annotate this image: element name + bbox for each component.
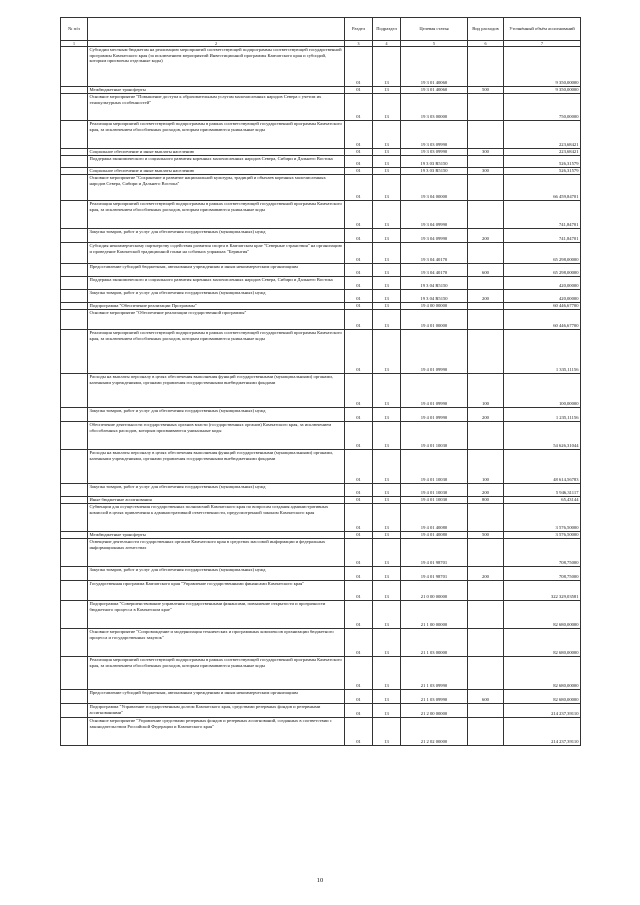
row-vid bbox=[468, 94, 504, 121]
table-row bbox=[61, 290, 581, 303]
row-razdel: 01 bbox=[345, 229, 373, 243]
table-row bbox=[61, 149, 581, 156]
row-vid: 100 bbox=[468, 450, 504, 484]
row-razdel: 01 bbox=[345, 175, 373, 201]
row-num bbox=[61, 201, 88, 229]
row-amount: 100,00000 bbox=[504, 374, 581, 408]
table-body bbox=[61, 47, 581, 746]
row-num bbox=[61, 121, 88, 149]
table-row bbox=[61, 121, 581, 149]
row-num bbox=[61, 277, 88, 290]
header-razdel: Раздел bbox=[345, 18, 373, 41]
table-header-row bbox=[61, 18, 581, 41]
row-podrazdel: 13 bbox=[373, 310, 401, 330]
row-target: 19 4 00 00000 bbox=[401, 303, 468, 310]
row-vid: 200 bbox=[468, 484, 504, 497]
row-num bbox=[61, 229, 88, 243]
table-row bbox=[61, 310, 581, 330]
row-target: 21 2 02 00000 bbox=[401, 718, 468, 746]
row-num bbox=[61, 243, 88, 264]
row-name: Закупка товаров, работ и услуг для обеспечения государственных (муниципальных) нужд bbox=[88, 408, 345, 422]
row-vid bbox=[468, 504, 504, 532]
row-amount: 1 235,11156 bbox=[504, 408, 581, 422]
row-name: Реализация мероприятий соответствующей подпрограммы в рамках соответствующей государственной программы Камчатского края, за исключением обособленных расходов, которым присваиваются уникальные коды bbox=[88, 657, 345, 690]
row-razdel: 01 bbox=[345, 290, 373, 303]
row-podrazdel: 13 bbox=[373, 87, 401, 94]
row-num bbox=[61, 374, 88, 408]
row-podrazdel: 13 bbox=[373, 484, 401, 497]
row-num bbox=[61, 87, 88, 94]
row-amount: 5 946,31117 bbox=[504, 484, 581, 497]
row-podrazdel: 13 bbox=[373, 422, 401, 450]
table-row bbox=[61, 657, 581, 690]
row-target: 19 3 04 R5150 bbox=[401, 290, 468, 303]
row-razdel: 01 bbox=[345, 657, 373, 690]
row-name: Закупка товаров, работ и услуг для обеспечения государственных (муниципальных) нужд bbox=[88, 484, 345, 497]
row-amount: 708,75000 bbox=[504, 539, 581, 567]
row-vid bbox=[468, 601, 504, 629]
row-target: 19 3 03 09990 bbox=[401, 149, 468, 156]
row-name: Государственная программа Камчатского края "Управление государственными финансами Камчатского края" bbox=[88, 581, 345, 601]
row-amount: 420,00000 bbox=[504, 277, 581, 290]
row-vid bbox=[468, 303, 504, 310]
row-vid bbox=[468, 718, 504, 746]
row-amount: 66 459,84701 bbox=[504, 175, 581, 201]
row-target: 19 3 04 09990 bbox=[401, 229, 468, 243]
row-podrazdel: 13 bbox=[373, 229, 401, 243]
row-amount: 708,75000 bbox=[504, 567, 581, 581]
row-podrazdel: 13 bbox=[373, 504, 401, 532]
row-amount: 65,43144 bbox=[504, 497, 581, 504]
row-amount: 526,31579 bbox=[504, 168, 581, 175]
row-name: Межбюджетные трансферты bbox=[88, 532, 345, 539]
row-target: 19 4 01 09990 bbox=[401, 408, 468, 422]
row-vid bbox=[468, 581, 504, 601]
row-num bbox=[61, 303, 88, 310]
row-target: 19 3 04 40170 bbox=[401, 243, 468, 264]
row-target: 19 3 01 40060 bbox=[401, 47, 468, 87]
row-razdel: 01 bbox=[345, 581, 373, 601]
row-podrazdel: 13 bbox=[373, 121, 401, 149]
row-target: 19 3 04 R5150 bbox=[401, 277, 468, 290]
row-razdel: 01 bbox=[345, 264, 373, 277]
row-podrazdel: 13 bbox=[373, 690, 401, 704]
row-target: 19 3 04 40170 bbox=[401, 264, 468, 277]
row-razdel: 01 bbox=[345, 330, 373, 374]
row-name: Основное мероприятие "Сохранение и развитие национальной культуры, традиций и обычаев коренных малочисленных народов Севера, Сибири и Дальнего Востока" bbox=[88, 175, 345, 201]
row-target: 19 3 04 09990 bbox=[401, 201, 468, 229]
row-target: 21 2 00 00000 bbox=[401, 704, 468, 718]
row-amount: 322 329,03581 bbox=[504, 581, 581, 601]
table-row bbox=[61, 408, 581, 422]
row-num bbox=[61, 581, 88, 601]
row-name: Предоставление субсидий бюджетным, автономным учреждениям и иным некоммерческим организациям bbox=[88, 690, 345, 704]
table-row bbox=[61, 243, 581, 264]
budget-table-page bbox=[60, 17, 580, 746]
row-amount: 214 237,39110 bbox=[504, 718, 581, 746]
row-name: Субсидия некоммерческому партнерству содействия развития спорта в Камчатском крае "Северные странствия" на организацию и проведение Камчатской традиционной гонки на собачьих упряжках "Берингия" bbox=[88, 243, 345, 264]
row-num bbox=[61, 156, 88, 168]
row-amount: 3 576,50000 bbox=[504, 504, 581, 532]
row-num bbox=[61, 310, 88, 330]
row-podrazdel: 13 bbox=[373, 450, 401, 484]
row-amount: 54 626,31044 bbox=[504, 422, 581, 450]
row-podrazdel: 13 bbox=[373, 567, 401, 581]
page-number: 10 bbox=[316, 877, 324, 884]
row-target: 19 4 01 10030 bbox=[401, 497, 468, 504]
table-row bbox=[61, 484, 581, 497]
row-target: 19 4 01 40080 bbox=[401, 532, 468, 539]
table-row bbox=[61, 303, 581, 310]
table-row bbox=[61, 94, 581, 121]
column-index: 7 bbox=[504, 41, 581, 47]
row-podrazdel: 13 bbox=[373, 601, 401, 629]
row-name: Реализация мероприятий соответствующей подпрограммы в рамках соответствующей государственной программы Камчатского края, за исключением обособленных расходов, которым присваиваются уникальные коды bbox=[88, 330, 345, 374]
table-row bbox=[61, 718, 581, 746]
row-vid: 300 bbox=[468, 168, 504, 175]
table-row bbox=[61, 581, 581, 601]
row-amount: 214 237,39110 bbox=[504, 704, 581, 718]
row-amount: 82 680,00000 bbox=[504, 690, 581, 704]
row-amount: 60 446,67700 bbox=[504, 310, 581, 330]
row-name: Субсидии местным бюджетам на реализацию мероприятий соответствующей подпрограммы соответствующей государственной программы Камчатского края (за исключением мероприятий Инвестиционной программы Камчатского края и субсидий, которым присвоены отдельные коды) bbox=[88, 47, 345, 87]
row-vid bbox=[468, 330, 504, 374]
table-row bbox=[61, 277, 581, 290]
row-num bbox=[61, 330, 88, 374]
row-name: Иные бюджетные ассигнования bbox=[88, 497, 345, 504]
row-num bbox=[61, 704, 88, 718]
row-amount: 48 614,56783 bbox=[504, 450, 581, 484]
column-index: 2 bbox=[88, 41, 345, 47]
row-name: Подпрограмма "Совершенствование управления государственными финансами, повышение открытости и прозрачности бюджетного процесса в Камчатском крае" bbox=[88, 601, 345, 629]
row-amount: 741,84701 bbox=[504, 229, 581, 243]
row-razdel: 01 bbox=[345, 168, 373, 175]
row-amount: 223,68421 bbox=[504, 149, 581, 156]
row-num bbox=[61, 629, 88, 657]
row-name: Социальное обеспечение и иные выплаты населению bbox=[88, 149, 345, 156]
row-razdel: 01 bbox=[345, 504, 373, 532]
row-num bbox=[61, 567, 88, 581]
row-name: Реализация мероприятий соответствующей подпрограммы в рамках соответствующей государственной программы Камчатского края, за исключением обособленных расходов, которым присваиваются уникальные коды bbox=[88, 121, 345, 149]
row-num bbox=[61, 504, 88, 532]
row-num bbox=[61, 422, 88, 450]
row-num bbox=[61, 532, 88, 539]
row-razdel: 01 bbox=[345, 87, 373, 94]
budget-table bbox=[60, 17, 581, 746]
row-target: 19 3 01 40060 bbox=[401, 87, 468, 94]
row-podrazdel: 13 bbox=[373, 94, 401, 121]
row-razdel: 01 bbox=[345, 718, 373, 746]
row-name: Предоставление субсидий бюджетным, автономным учреждениям и иным некоммерческим организациям bbox=[88, 264, 345, 277]
row-target: 19 4 01 10030 bbox=[401, 450, 468, 484]
row-razdel: 01 bbox=[345, 567, 373, 581]
row-amount: 750,00000 bbox=[504, 94, 581, 121]
row-target: 19 4 01 98701 bbox=[401, 567, 468, 581]
row-vid: 500 bbox=[468, 87, 504, 94]
row-name: Реализация мероприятий соответствующей подпрограммы в рамках соответствующей государственной программы Камчатского края, за исключением обособленных расходов, которым присваиваются уникальные коды bbox=[88, 201, 345, 229]
header-amount: Уточнённый объём ассигнований bbox=[504, 18, 581, 41]
row-num bbox=[61, 264, 88, 277]
row-vid: 600 bbox=[468, 690, 504, 704]
row-name: Обеспечение деятельности государственных органов власти (государственных органов) Камчатского края, за исключением обособленных расходов, которым присваиваются уникальные коды bbox=[88, 422, 345, 450]
row-razdel: 01 bbox=[345, 149, 373, 156]
row-num bbox=[61, 497, 88, 504]
row-target: 19 4 01 40080 bbox=[401, 504, 468, 532]
row-razdel: 01 bbox=[345, 450, 373, 484]
row-name: Закупка товаров, работ и услуг для обеспечения государственных (муниципальных) нужд bbox=[88, 567, 345, 581]
row-amount: 82 680,00000 bbox=[504, 657, 581, 690]
row-target: 19 4 01 09990 bbox=[401, 374, 468, 408]
row-name: Поддержка экономического и социального развития коренных малочисленных народов Севера, Сибири и Дальнего Востока bbox=[88, 277, 345, 290]
row-podrazdel: 13 bbox=[373, 201, 401, 229]
row-target: 21 1 00 00000 bbox=[401, 601, 468, 629]
row-target: 19 3 03 09990 bbox=[401, 121, 468, 149]
row-target: 21 1 03 09990 bbox=[401, 690, 468, 704]
row-podrazdel: 13 bbox=[373, 149, 401, 156]
row-vid bbox=[468, 422, 504, 450]
table-row bbox=[61, 47, 581, 87]
table-row bbox=[61, 168, 581, 175]
row-podrazdel: 13 bbox=[373, 175, 401, 201]
row-name: Расходы на выплаты персоналу в целях обеспечения выполнения функций государственными (муниципальными) органами, казенными учреждениями, органами управления государственными внебюджетными фондами bbox=[88, 450, 345, 484]
row-num bbox=[61, 484, 88, 497]
row-vid: 300 bbox=[468, 149, 504, 156]
row-vid bbox=[468, 539, 504, 567]
column-index: 3 bbox=[345, 41, 373, 47]
row-vid bbox=[468, 47, 504, 87]
table-row bbox=[61, 175, 581, 201]
row-podrazdel: 13 bbox=[373, 277, 401, 290]
row-vid bbox=[468, 704, 504, 718]
table-row bbox=[61, 690, 581, 704]
row-razdel: 01 bbox=[345, 374, 373, 408]
row-num bbox=[61, 94, 88, 121]
row-amount: 65 298,00000 bbox=[504, 264, 581, 277]
row-num bbox=[61, 149, 88, 156]
table-row bbox=[61, 229, 581, 243]
row-podrazdel: 13 bbox=[373, 532, 401, 539]
row-num bbox=[61, 290, 88, 303]
row-amount: 82 680,00000 bbox=[504, 601, 581, 629]
row-vid: 200 bbox=[468, 567, 504, 581]
row-podrazdel: 13 bbox=[373, 303, 401, 310]
column-index: 6 bbox=[468, 41, 504, 47]
row-amount: 526,31579 bbox=[504, 156, 581, 168]
row-amount: 9 350,00000 bbox=[504, 47, 581, 87]
row-razdel: 01 bbox=[345, 47, 373, 87]
row-vid bbox=[468, 310, 504, 330]
row-vid bbox=[468, 243, 504, 264]
row-podrazdel: 13 bbox=[373, 581, 401, 601]
row-podrazdel: 13 bbox=[373, 657, 401, 690]
row-num bbox=[61, 601, 88, 629]
header-vid: Вид расходов bbox=[468, 18, 504, 41]
row-podrazdel: 13 bbox=[373, 408, 401, 422]
row-target: 19 3 03 R5150 bbox=[401, 156, 468, 168]
table-row bbox=[61, 539, 581, 567]
row-podrazdel: 13 bbox=[373, 168, 401, 175]
row-vid bbox=[468, 201, 504, 229]
row-podrazdel: 13 bbox=[373, 156, 401, 168]
row-num bbox=[61, 450, 88, 484]
row-vid: 200 bbox=[468, 290, 504, 303]
header-num: № п/п bbox=[61, 18, 88, 41]
table-row bbox=[61, 497, 581, 504]
table-row bbox=[61, 201, 581, 229]
row-target: 19 3 03 00000 bbox=[401, 94, 468, 121]
row-name: Основное мероприятие "Управление средствами резервных фондов и резервных ассигнований, созданных в соответствии с законодательством Российской Федерации и Камчатского края" bbox=[88, 718, 345, 746]
row-podrazdel: 13 bbox=[373, 497, 401, 504]
row-name: Расходы на выплаты персоналу в целях обеспечения выполнения функций государственными (муниципальными) органами, казенными учреждениями, органами управления государственными внебюджетными фондами bbox=[88, 374, 345, 408]
row-razdel: 01 bbox=[345, 310, 373, 330]
row-razdel: 01 bbox=[345, 690, 373, 704]
row-vid bbox=[468, 156, 504, 168]
row-razdel: 01 bbox=[345, 156, 373, 168]
row-podrazdel: 13 bbox=[373, 718, 401, 746]
table-row bbox=[61, 156, 581, 168]
row-razdel: 01 bbox=[345, 422, 373, 450]
row-vid: 600 bbox=[468, 264, 504, 277]
row-num bbox=[61, 47, 88, 87]
row-podrazdel: 13 bbox=[373, 290, 401, 303]
row-razdel: 01 bbox=[345, 408, 373, 422]
row-vid: 800 bbox=[468, 497, 504, 504]
row-name: Субвенции для осуществления государственных полномочий Камчатского края по вопросам создания административных комиссий в целях привлечения к административной ответственности, предусмотренной законом Камчатского края bbox=[88, 504, 345, 532]
row-name: Межбюджетные трансферты bbox=[88, 87, 345, 94]
row-num bbox=[61, 690, 88, 704]
row-razdel: 01 bbox=[345, 484, 373, 497]
row-name: Подпрограмма "Управление государственным долгом Камчатского края, средствами резервных фондов и резервными ассигнованиями" bbox=[88, 704, 345, 718]
row-podrazdel: 13 bbox=[373, 629, 401, 657]
table-row bbox=[61, 532, 581, 539]
row-razdel: 01 bbox=[345, 539, 373, 567]
row-name: Основное мероприятие "Обеспечение реализации государственной программы" bbox=[88, 310, 345, 330]
row-vid: 100 bbox=[468, 374, 504, 408]
header-podrazdel: Подраздел bbox=[373, 18, 401, 41]
row-name: Поддержка экономического и социального развития коренных малочисленных народов Севера, Сибири и Дальнего Востока bbox=[88, 156, 345, 168]
header-name bbox=[88, 18, 345, 41]
table-row bbox=[61, 330, 581, 374]
row-amount: 60 446,67700 bbox=[504, 303, 581, 310]
row-vid: 200 bbox=[468, 229, 504, 243]
row-target: 19 3 04 00000 bbox=[401, 175, 468, 201]
row-amount: 3 576,50000 bbox=[504, 532, 581, 539]
table-row bbox=[61, 422, 581, 450]
row-razdel: 01 bbox=[345, 532, 373, 539]
row-razdel: 01 bbox=[345, 497, 373, 504]
row-vid bbox=[468, 175, 504, 201]
row-target: 19 4 01 00000 bbox=[401, 310, 468, 330]
row-razdel: 01 bbox=[345, 303, 373, 310]
row-podrazdel: 13 bbox=[373, 330, 401, 374]
row-name: Основное мероприятие "Сопровождение и модернизация технических и программных комплексов организации бюджетного процесса и государственных закупок" bbox=[88, 629, 345, 657]
row-podrazdel: 13 bbox=[373, 539, 401, 567]
row-razdel: 01 bbox=[345, 629, 373, 657]
header-target: Целевая статья bbox=[401, 18, 468, 41]
row-amount: 9 350,00000 bbox=[504, 87, 581, 94]
row-podrazdel: 13 bbox=[373, 264, 401, 277]
row-num bbox=[61, 408, 88, 422]
row-vid bbox=[468, 277, 504, 290]
row-amount: 420,00000 bbox=[504, 290, 581, 303]
row-amount: 1 335,11156 bbox=[504, 330, 581, 374]
table-row bbox=[61, 629, 581, 657]
table-row bbox=[61, 601, 581, 629]
row-target: 21 1 03 00000 bbox=[401, 629, 468, 657]
row-num bbox=[61, 539, 88, 567]
row-razdel: 01 bbox=[345, 704, 373, 718]
table-row bbox=[61, 374, 581, 408]
column-index: 5 bbox=[401, 41, 468, 47]
row-target: 21 1 03 09990 bbox=[401, 657, 468, 690]
row-amount: 741,84701 bbox=[504, 201, 581, 229]
row-podrazdel: 13 bbox=[373, 374, 401, 408]
row-target: 19 4 01 10030 bbox=[401, 484, 468, 497]
row-vid: 200 bbox=[468, 408, 504, 422]
row-name: Освещение деятельности государственных органов Камчатского края в средствах массовой информации и федеральных информационных агентствах bbox=[88, 539, 345, 567]
row-target: 19 4 01 98701 bbox=[401, 539, 468, 567]
row-num bbox=[61, 657, 88, 690]
row-target: 19 3 03 R5150 bbox=[401, 168, 468, 175]
row-name: Основное мероприятие "Повышение доступа к образовательным услугам малочисленных народов Севера с учетом их этнокультурных особенностей" bbox=[88, 94, 345, 121]
row-target: 21 0 00 00000 bbox=[401, 581, 468, 601]
table-row bbox=[61, 450, 581, 484]
row-razdel: 01 bbox=[345, 121, 373, 149]
row-vid bbox=[468, 657, 504, 690]
row-num bbox=[61, 718, 88, 746]
row-razdel: 01 bbox=[345, 201, 373, 229]
table-row bbox=[61, 87, 581, 94]
row-razdel: 01 bbox=[345, 277, 373, 290]
row-vid bbox=[468, 629, 504, 657]
table-row bbox=[61, 504, 581, 532]
row-amount: 65 298,00000 bbox=[504, 243, 581, 264]
row-amount: 223,68421 bbox=[504, 121, 581, 149]
row-amount: 82 680,00000 bbox=[504, 629, 581, 657]
row-razdel: 01 bbox=[345, 601, 373, 629]
row-vid: 500 bbox=[468, 532, 504, 539]
table-row bbox=[61, 264, 581, 277]
row-razdel: 01 bbox=[345, 243, 373, 264]
row-name: Закупка товаров, работ и услуг для обеспечения государственных (муниципальных) нужд bbox=[88, 290, 345, 303]
row-razdel: 01 bbox=[345, 94, 373, 121]
row-num bbox=[61, 168, 88, 175]
table-row bbox=[61, 704, 581, 718]
row-target: 19 4 01 10030 bbox=[401, 422, 468, 450]
row-vid bbox=[468, 121, 504, 149]
row-target: 19 4 01 09990 bbox=[401, 330, 468, 374]
row-podrazdel: 13 bbox=[373, 47, 401, 87]
table-row bbox=[61, 567, 581, 581]
row-name: Подпрограмма "Обеспечение реализации Программы" bbox=[88, 303, 345, 310]
row-name: Социальное обеспечение и иные выплаты населению bbox=[88, 168, 345, 175]
row-podrazdel: 13 bbox=[373, 243, 401, 264]
row-podrazdel: 13 bbox=[373, 704, 401, 718]
row-num bbox=[61, 175, 88, 201]
column-index: 1 bbox=[61, 41, 88, 47]
row-name: Закупка товаров, работ и услуг для обеспечения государственных (муниципальных) нужд bbox=[88, 229, 345, 243]
column-index: 4 bbox=[373, 41, 401, 47]
